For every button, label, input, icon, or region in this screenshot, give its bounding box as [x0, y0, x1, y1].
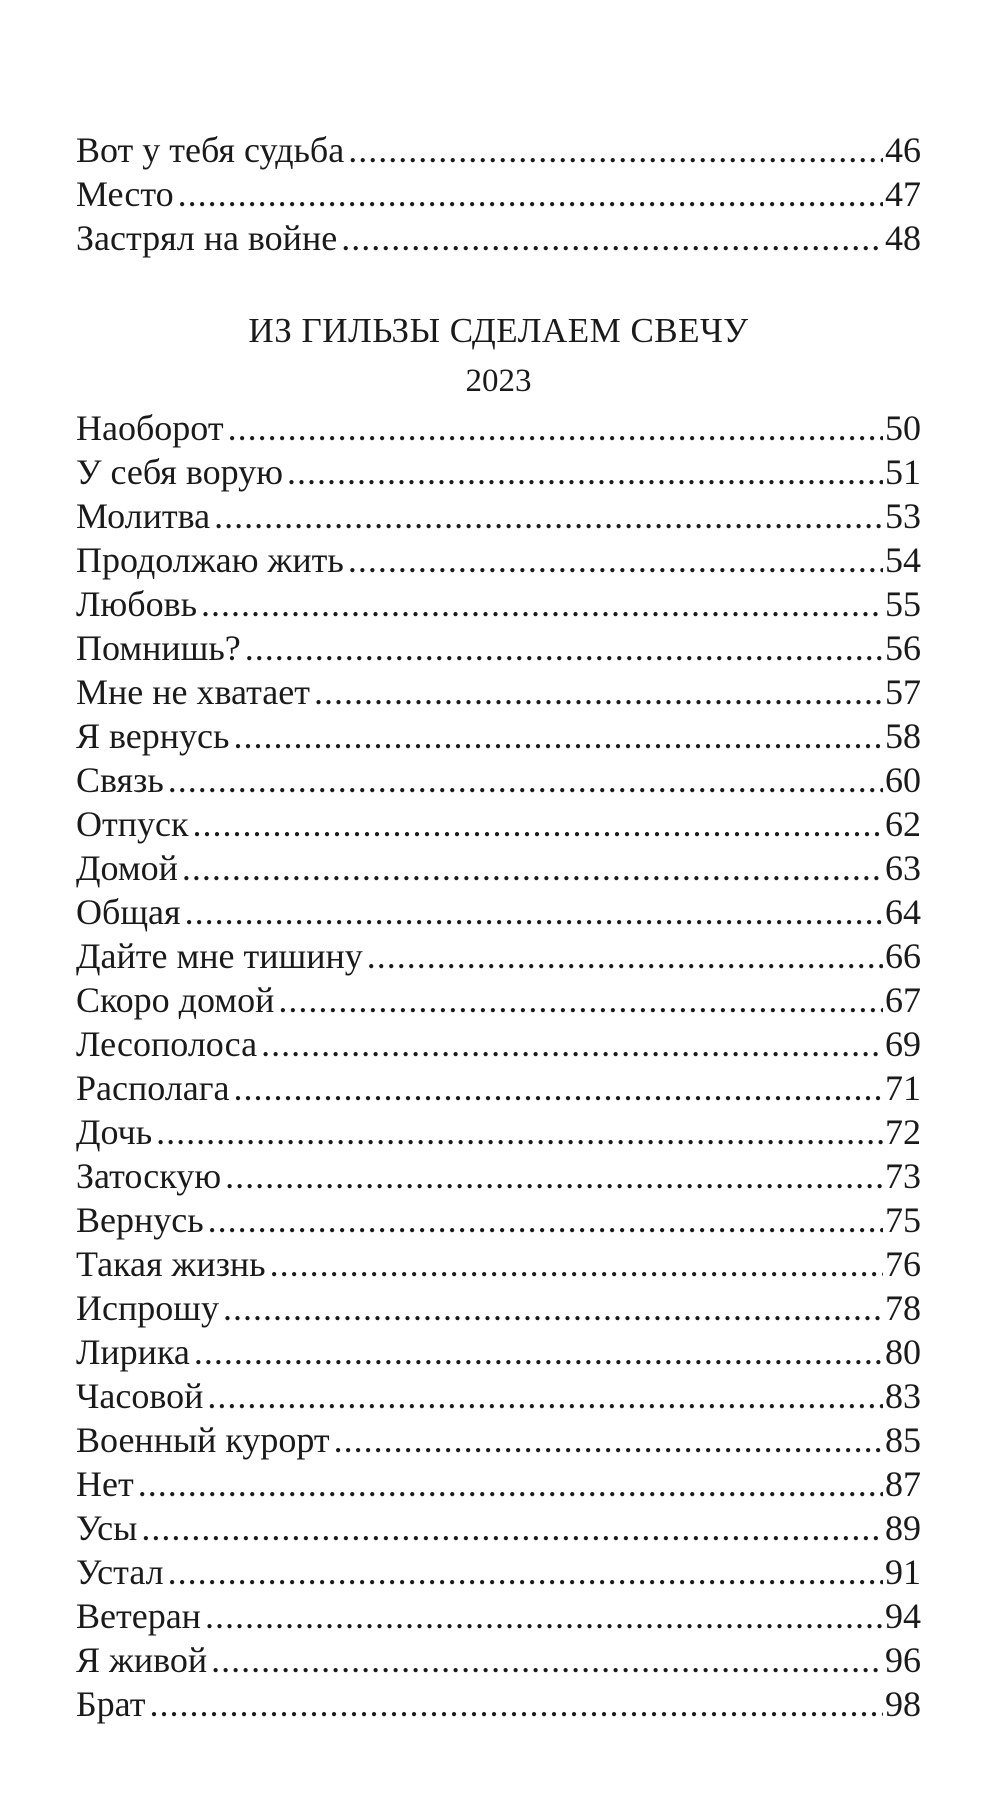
- toc-entry: [76, 1550, 921, 1594]
- toc-entry-page: 83: [885, 1376, 921, 1416]
- toc-entry-page: 54: [885, 540, 921, 580]
- toc-entry: [76, 1682, 921, 1726]
- section-heading: [76, 306, 921, 406]
- toc-entry: [76, 1198, 921, 1242]
- toc-entry-title: Лесополоса: [76, 1024, 258, 1064]
- dot-leader: [168, 758, 883, 802]
- toc-entry: [76, 494, 921, 538]
- toc-entry-page: 47: [885, 174, 921, 214]
- toc-entry-title: Мне не хватает: [76, 672, 310, 712]
- dot-leader: [182, 846, 883, 890]
- toc-entry-title: Нет: [76, 1464, 134, 1504]
- section-year: 2023: [465, 363, 532, 399]
- toc-entry: [76, 1594, 921, 1638]
- toc-entry-page: 73: [885, 1156, 921, 1196]
- toc-entry: [76, 1154, 921, 1198]
- dot-leader: [233, 1066, 883, 1110]
- toc-entry: [76, 1110, 921, 1154]
- toc-list-top: [76, 128, 921, 260]
- toc-entry: [76, 802, 921, 846]
- toc-entry: [76, 582, 921, 626]
- toc-entry-page: 53: [885, 496, 921, 536]
- toc-entry-page: 94: [885, 1596, 921, 1636]
- toc-entry-title: Домой: [76, 848, 178, 888]
- dot-leader: [314, 670, 883, 714]
- toc-entry-title: Ветеран: [76, 1596, 201, 1636]
- toc-entry-page: 66: [885, 936, 921, 976]
- toc-entry-page: 89: [885, 1508, 921, 1548]
- toc-entry-page: 56: [885, 628, 921, 668]
- toc-entry-page: 57: [885, 672, 921, 712]
- toc-entry: [76, 978, 921, 1022]
- toc-entry-page: 55: [885, 584, 921, 624]
- dot-leader: [194, 1330, 883, 1374]
- toc-entry: [76, 1506, 921, 1550]
- dot-leader: [367, 934, 883, 978]
- toc-entry: [76, 846, 921, 890]
- toc-entry-page: 63: [885, 848, 921, 888]
- toc-entry: [76, 1286, 921, 1330]
- toc-entry: [76, 670, 921, 714]
- dot-leader: [270, 1242, 883, 1286]
- dot-leader: [178, 172, 883, 216]
- toc-entry-page: 71: [885, 1068, 921, 1108]
- toc-entry-title: Вот у тебя судьба: [76, 130, 345, 170]
- dot-leader: [156, 1110, 883, 1154]
- dot-leader: [261, 1022, 883, 1066]
- toc-entry: [76, 216, 921, 260]
- dot-leader: [208, 1198, 883, 1242]
- toc-entry-title: Располага: [76, 1068, 230, 1108]
- toc-entry-title: Я вернусь: [76, 716, 230, 756]
- toc-entry-title: Испрошу: [76, 1288, 219, 1328]
- toc-entry: [76, 128, 921, 172]
- toc-entry: [76, 538, 921, 582]
- toc-entry: [76, 1066, 921, 1110]
- toc-entry: [76, 172, 921, 216]
- toc-entry: [76, 1330, 921, 1374]
- toc-entry: [76, 714, 921, 758]
- dot-leader: [245, 626, 883, 670]
- toc-entry-page: 75: [885, 1200, 921, 1240]
- toc-entry-title: Часовой: [76, 1376, 204, 1416]
- dot-leader: [141, 1506, 883, 1550]
- toc-entry-page: 50: [885, 408, 921, 448]
- toc-entry-page: 78: [885, 1288, 921, 1328]
- toc-entry-title: Затоскую: [76, 1156, 222, 1196]
- section-title: ИЗ ГИЛЬЗЫ СДЕЛАЕМ СВЕЧУ: [248, 311, 749, 350]
- toc-entry-title: Я живой: [76, 1640, 208, 1680]
- toc-entry-page: 48: [885, 218, 921, 258]
- toc-list-section: [76, 406, 921, 1726]
- dot-leader: [233, 714, 883, 758]
- toc-entry: [76, 626, 921, 670]
- toc-entry-page: 51: [885, 452, 921, 492]
- toc-entry: [76, 758, 921, 802]
- toc-entry-page: 46: [885, 130, 921, 170]
- toc-page: [76, 128, 921, 1726]
- toc-entry-title: Молитва: [76, 496, 211, 536]
- dot-leader: [348, 538, 883, 582]
- toc-entry-page: 98: [885, 1684, 921, 1724]
- dot-leader: [185, 890, 883, 934]
- toc-entry-title: Общая: [76, 892, 181, 932]
- toc-entry-page: 96: [885, 1640, 921, 1680]
- toc-entry-title: Связь: [76, 760, 164, 800]
- toc-entry-page: 87: [885, 1464, 921, 1504]
- toc-entry-title: У себя ворую: [76, 452, 284, 492]
- toc-entry-page: 60: [885, 760, 921, 800]
- toc-entry: [76, 1462, 921, 1506]
- toc-entry-title: Усы: [76, 1508, 138, 1548]
- toc-entry-title: Застрял на войне: [76, 218, 338, 258]
- toc-entry-title: Любовь: [76, 584, 198, 624]
- toc-entry: [76, 890, 921, 934]
- toc-entry-title: Место: [76, 174, 174, 214]
- toc-entry: [76, 1374, 921, 1418]
- dot-leader: [228, 406, 883, 450]
- toc-entry-title: Военный курорт: [76, 1420, 330, 1460]
- toc-entry: [76, 1242, 921, 1286]
- toc-entry-title: Лирика: [76, 1332, 190, 1372]
- toc-entry-page: 72: [885, 1112, 921, 1152]
- dot-leader: [207, 1374, 883, 1418]
- toc-entry-title: Отпуск: [76, 804, 189, 844]
- dot-leader: [341, 216, 883, 260]
- dot-leader: [214, 494, 883, 538]
- toc-entry-title: Такая жизнь: [76, 1244, 266, 1284]
- toc-entry: [76, 934, 921, 978]
- toc-entry-page: 58: [885, 716, 921, 756]
- toc-entry-title: Устал: [76, 1552, 164, 1592]
- toc-entry-title: Брат: [76, 1684, 146, 1724]
- toc-entry-page: 69: [885, 1024, 921, 1064]
- dot-leader: [205, 1594, 883, 1638]
- dot-leader: [149, 1682, 883, 1726]
- dot-leader: [211, 1638, 883, 1682]
- toc-entry-page: 64: [885, 892, 921, 932]
- dot-leader: [225, 1154, 883, 1198]
- dot-leader: [201, 582, 883, 626]
- dot-leader: [138, 1462, 883, 1506]
- toc-entry-title: Дочь: [76, 1112, 153, 1152]
- toc-entry-page: 62: [885, 804, 921, 844]
- toc-entry-title: Дайте мне тишину: [76, 936, 363, 976]
- toc-entry: [76, 450, 921, 494]
- toc-entry: [76, 1418, 921, 1462]
- dot-leader: [287, 450, 883, 494]
- toc-entry-title: Вернусь: [76, 1200, 204, 1240]
- dot-leader: [223, 1286, 883, 1330]
- toc-entry-title: Помнишь?: [76, 628, 241, 668]
- toc-entry: [76, 1638, 921, 1682]
- toc-entry-title: Скоро домой: [76, 980, 275, 1020]
- dot-leader: [168, 1550, 883, 1594]
- toc-entry-title: Продолжаю жить: [76, 540, 344, 580]
- toc-entry: [76, 406, 921, 450]
- dot-leader: [192, 802, 883, 846]
- toc-entry-page: 91: [885, 1552, 921, 1592]
- toc-entry: [76, 1022, 921, 1066]
- toc-entry-page: 85: [885, 1420, 921, 1460]
- toc-entry-page: 80: [885, 1332, 921, 1372]
- dot-leader: [278, 978, 883, 1022]
- toc-entry-page: 76: [885, 1244, 921, 1284]
- dot-leader: [334, 1418, 883, 1462]
- dot-leader: [348, 128, 883, 172]
- toc-entry-page: 67: [885, 980, 921, 1020]
- toc-entry-title: Наоборот: [76, 408, 224, 448]
